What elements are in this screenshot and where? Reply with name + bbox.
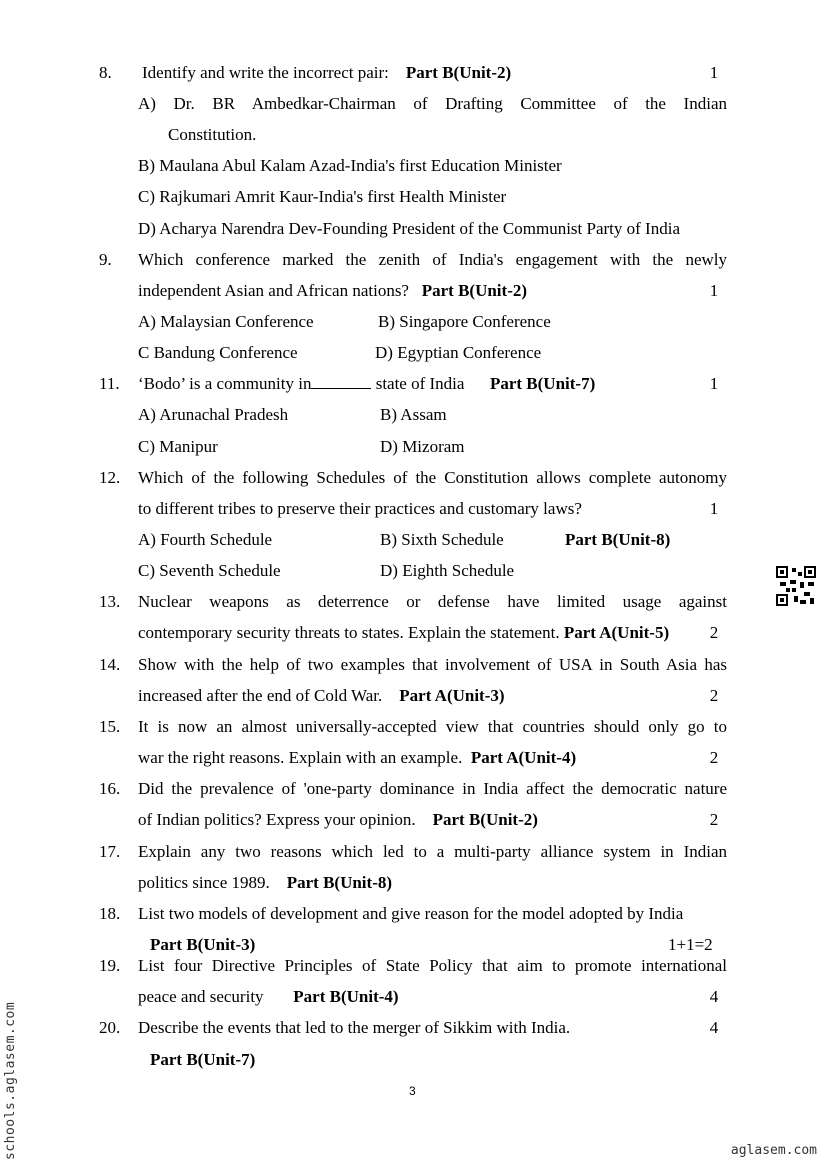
part-label: Part B(Unit-7) bbox=[489, 374, 596, 393]
qr-code-icon bbox=[776, 566, 816, 606]
marks: 2 bbox=[709, 810, 719, 829]
question-text: Which conference marked the zenith of India's engagement with the newly bbox=[138, 250, 727, 269]
question-text: independent Asian and African nations? bbox=[138, 281, 409, 300]
question-14-line2 bbox=[138, 686, 505, 706]
question-text: state of India bbox=[375, 374, 465, 393]
question-text: peace and security bbox=[138, 987, 264, 1006]
option-b: B) Maulana Abul Kalam Azad-India's first Education Minister bbox=[138, 156, 562, 175]
question-19-line2 bbox=[138, 987, 399, 1007]
part-label: Part B(Unit-4) bbox=[293, 987, 399, 1006]
option-a: A) Fourth Schedule bbox=[138, 530, 273, 549]
part-label bbox=[565, 530, 670, 550]
question-number: 17. bbox=[99, 842, 121, 861]
marks: 1 bbox=[709, 63, 719, 82]
question-number: 9. bbox=[99, 250, 112, 269]
option-a: A) Arunachal Pradesh bbox=[138, 405, 289, 424]
question-number: 12. bbox=[99, 468, 121, 487]
fill-blank bbox=[311, 374, 371, 389]
question-text: Identify and write the incorrect pair: bbox=[142, 63, 389, 82]
question-number: 14. bbox=[99, 655, 121, 674]
question-text: war the right reasons. Explain with an example. bbox=[138, 748, 463, 767]
question-text: Describe the events that led to the merger of Sikkim with India. bbox=[138, 1018, 571, 1037]
footer-watermark: aglasem.com bbox=[730, 1143, 817, 1158]
question-number: 20. bbox=[99, 1018, 121, 1037]
part-label: Part A(Unit-4) bbox=[470, 748, 577, 767]
question-number: 11. bbox=[99, 374, 120, 393]
question-text: ‘Bodo’ is a community in bbox=[138, 374, 312, 393]
question-11 bbox=[138, 374, 595, 394]
marks: 4 bbox=[709, 1018, 719, 1037]
question-text: increased after the end of Cold War. bbox=[138, 686, 383, 705]
option-a: A) Dr. BR Ambedkar-Chairman of Drafting Committee of the Indian bbox=[138, 94, 727, 113]
marks: 4 bbox=[709, 987, 719, 1006]
question-text: Show with the help of two examples that involvement of USA in South Asia has bbox=[138, 655, 727, 674]
option-d: D) Acharya Narendra Dev-Founding President of the Communist Party of India bbox=[138, 219, 680, 238]
part-label: Part B(Unit-2) bbox=[405, 63, 512, 82]
question-number: 16. bbox=[99, 779, 121, 798]
marks: 1+1=2 bbox=[668, 935, 713, 954]
question-number: 18. bbox=[99, 904, 121, 923]
option-c: C) Rajkumari Amrit Kaur-India's first Health Minister bbox=[138, 187, 507, 206]
part-label bbox=[150, 935, 255, 955]
option-a-cont: Constitution. bbox=[168, 125, 257, 144]
option-d: D) Mizoram bbox=[380, 437, 465, 456]
option-b: B) Assam bbox=[380, 405, 447, 424]
part-label-text: Part B(Unit-3) bbox=[150, 935, 256, 954]
option-c: C) Seventh Schedule bbox=[138, 561, 281, 580]
question-13-line2 bbox=[138, 623, 669, 643]
question-number: 19. bbox=[99, 956, 121, 975]
question-text: Which of the following Schedules of the Constitution allows complete autonomy bbox=[138, 468, 727, 487]
question-text: Did the prevalence of 'one-party dominance in India affect the democratic nature bbox=[138, 779, 727, 798]
marks: 1 bbox=[709, 281, 719, 300]
side-watermark: schools.aglasem.com bbox=[3, 1001, 18, 1160]
page-number: 3 bbox=[409, 1084, 416, 1098]
part-label-text: Part B(Unit-8) bbox=[565, 530, 671, 549]
option-d: D) Egyptian Conference bbox=[375, 343, 542, 362]
marks: 2 bbox=[709, 623, 719, 642]
option-b: B) Singapore Conference bbox=[378, 312, 551, 331]
part-label: Part B(Unit-8) bbox=[286, 873, 393, 892]
question-text: to different tribes to preserve their practices and customary laws? bbox=[138, 499, 582, 518]
option-c: C Bandung Conference bbox=[138, 343, 298, 362]
question-number: 13. bbox=[99, 592, 121, 611]
marks: 2 bbox=[709, 748, 719, 767]
part-label bbox=[150, 1050, 255, 1070]
marks: 1 bbox=[709, 374, 719, 393]
marks: 1 bbox=[709, 499, 719, 518]
question-text: politics since 1989. bbox=[138, 873, 270, 892]
option-a: A) Malaysian Conference bbox=[138, 312, 314, 331]
question-number: 15. bbox=[99, 717, 121, 736]
question-text: of Indian politics? Express your opinion. bbox=[138, 810, 416, 829]
marks: 2 bbox=[709, 686, 719, 705]
option-d: D) Eighth Schedule bbox=[380, 561, 515, 580]
option-c: C) Manipur bbox=[138, 437, 218, 456]
question-text: It is now an almost universally-accepted view that countries should only go to bbox=[138, 717, 727, 736]
question-8 bbox=[142, 63, 511, 83]
question-text: Nuclear weapons as deterrence or defense have limited usage against bbox=[138, 592, 727, 611]
question-9-line2 bbox=[138, 281, 527, 301]
question-text: contemporary security threats to states. Explain the statement. bbox=[138, 623, 560, 642]
option-b: B) Sixth Schedule bbox=[380, 530, 504, 549]
question-text: List four Directive Principles of State Policy that aim to promote international bbox=[138, 956, 727, 975]
part-label: Part B(Unit-2) bbox=[432, 810, 538, 829]
question-text: Explain any two reasons which led to a multi-party alliance system in Indian bbox=[138, 842, 727, 861]
question-15-line2 bbox=[138, 748, 576, 768]
question-number: 8. bbox=[99, 63, 112, 82]
question-16-line2 bbox=[138, 810, 538, 830]
question-17-line2 bbox=[138, 873, 392, 893]
part-label: Part A(Unit-3) bbox=[399, 686, 505, 705]
part-label-text: Part B(Unit-7) bbox=[150, 1050, 256, 1069]
part-label: Part B(Unit-2) bbox=[421, 281, 528, 300]
question-text: List two models of development and give reason for the model adopted by India bbox=[138, 904, 684, 923]
part-label: Part A(Unit-5) bbox=[563, 623, 670, 642]
